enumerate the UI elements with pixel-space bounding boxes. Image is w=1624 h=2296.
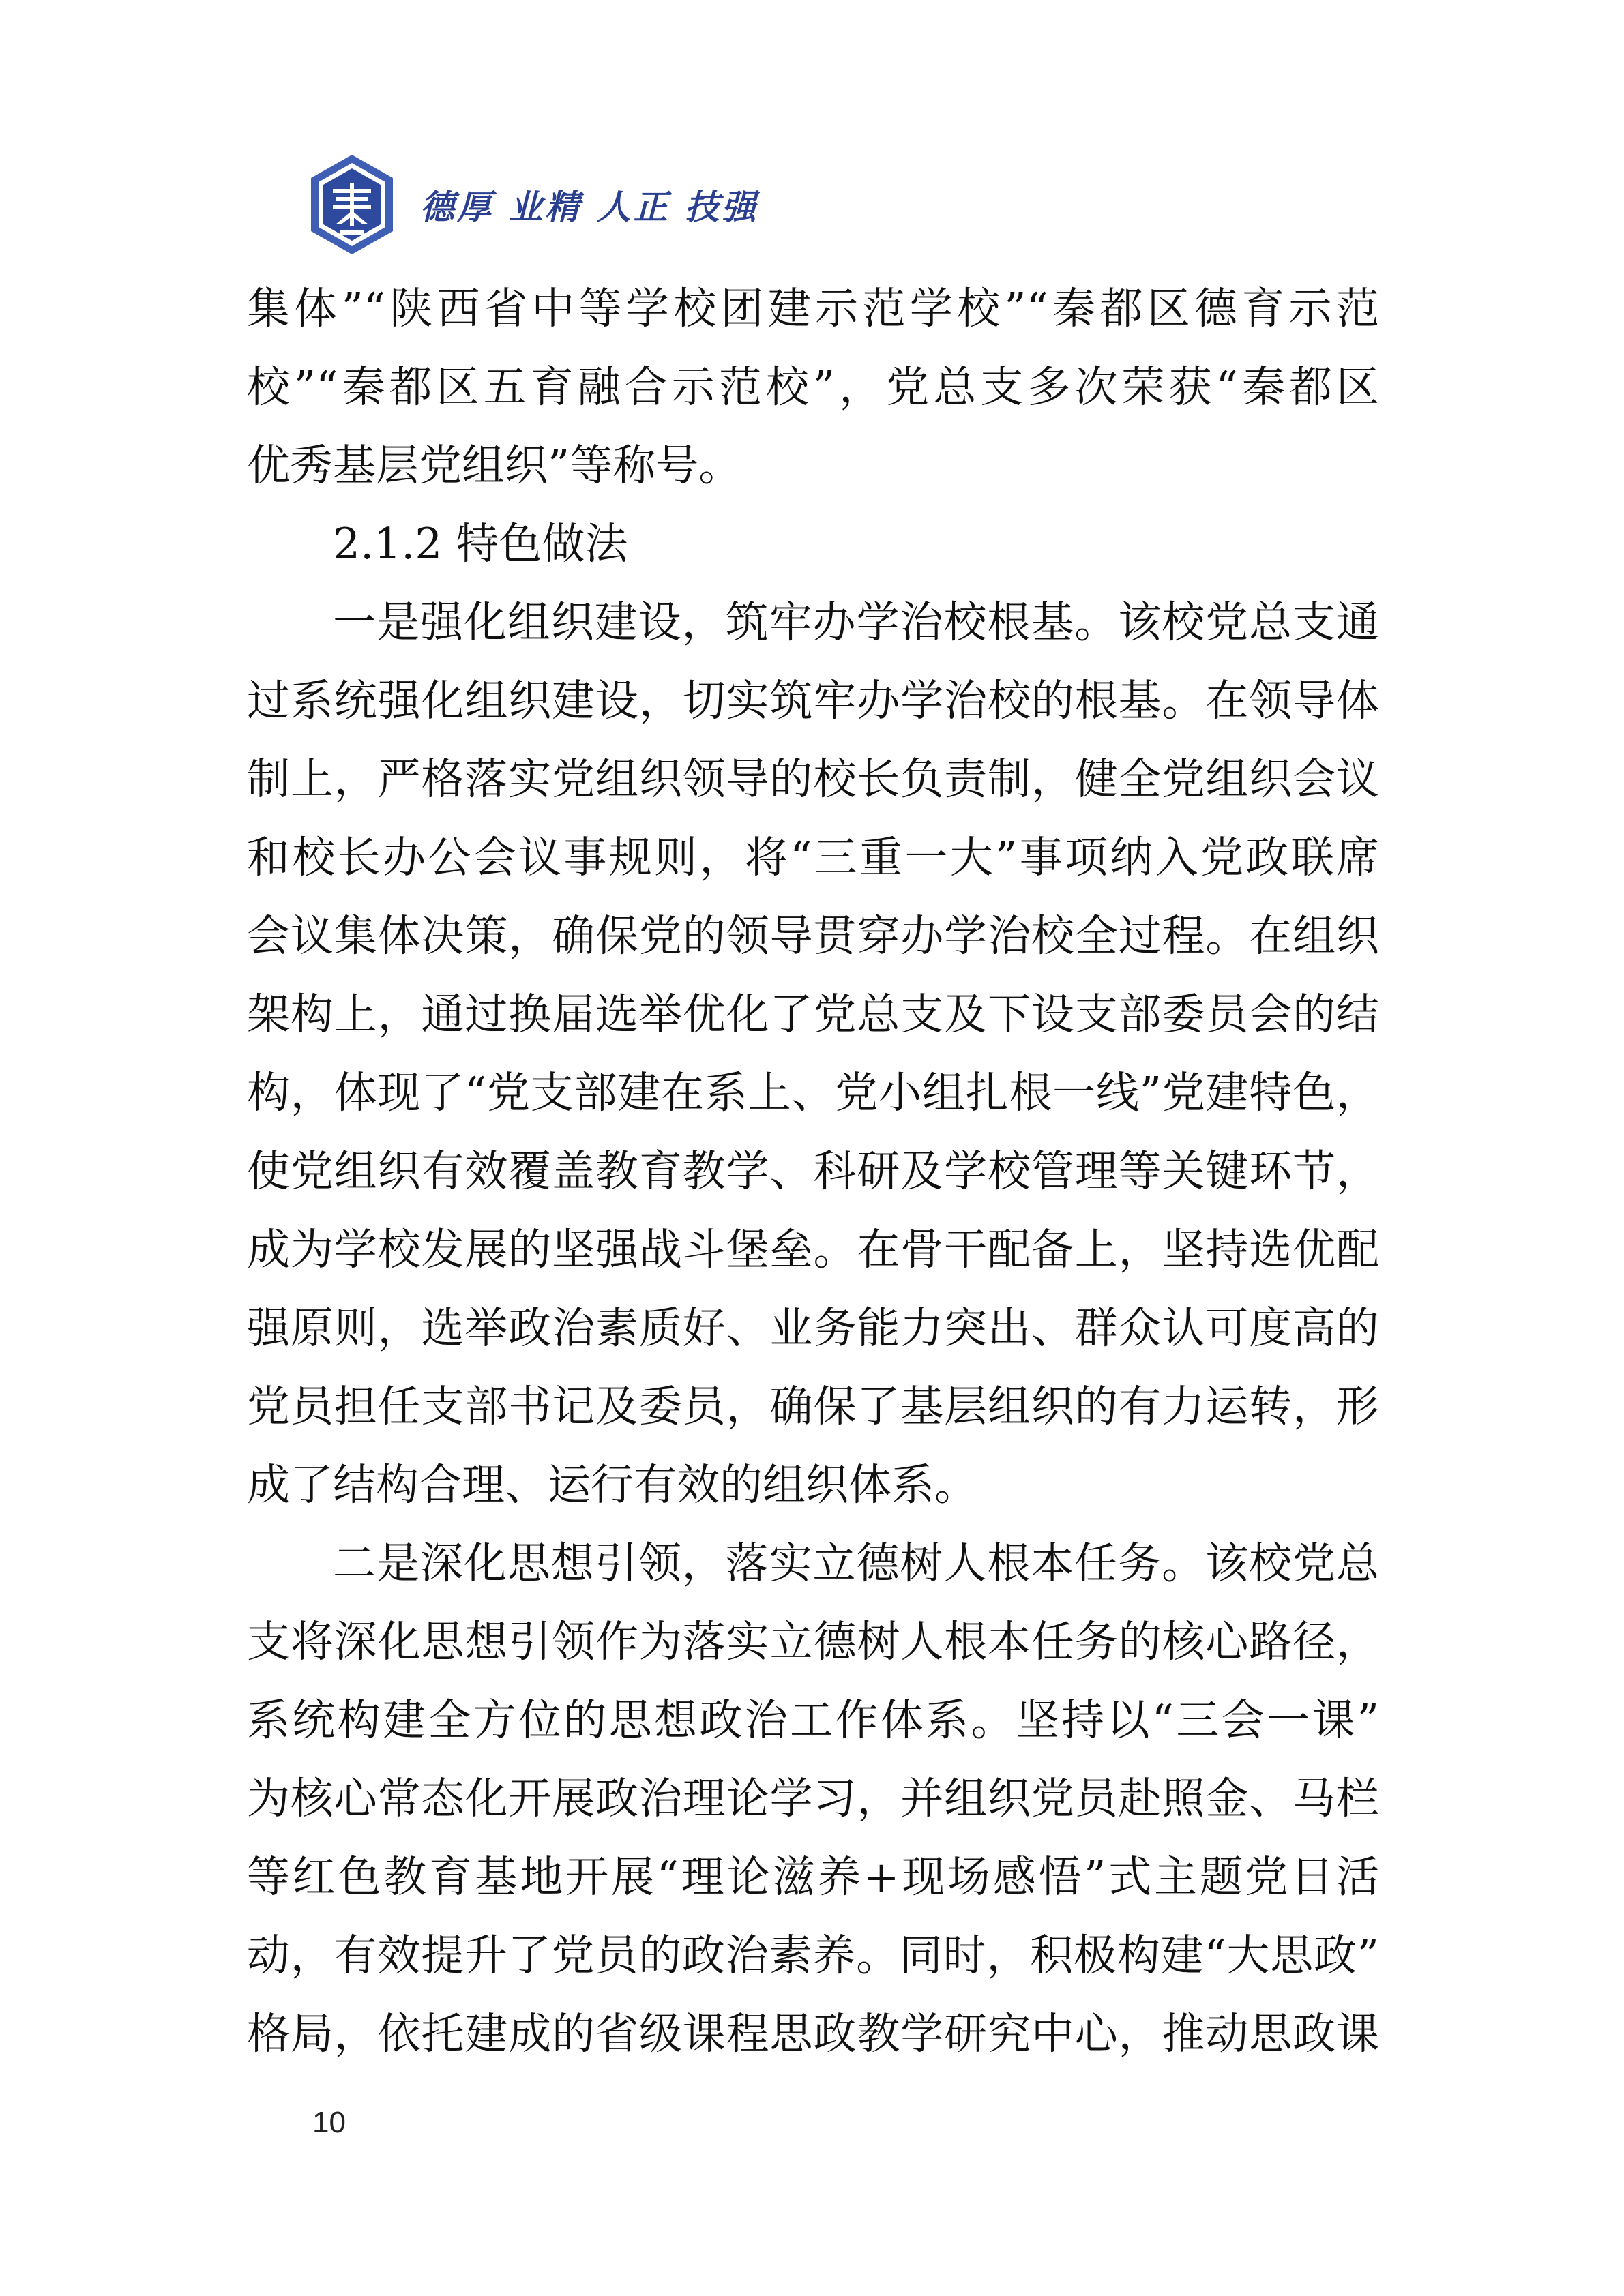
body-text [247,269,1379,2073]
text-line: 强原则，选举政治素质好、业务能力突出、群众认可度高的 [247,1303,1379,1353]
text-line: 架构上，通过换届选举优化了党总支及下设支部委员会的结 [247,989,1379,1039]
text-line: 校”“秦都区五育融合示范校”，党总支多次荣获“秦都区 [247,362,1379,412]
text-line: 和校长办公会议事规则，将“三重一大”事项纳入党政联席 [247,833,1379,882]
text-line: 使党组织有效覆盖教育教学、科研及学校管理等关键环节， [247,1146,1379,1196]
text-line: 党员担任支部书记及委员，确保了基层组织的有力运转，形 [247,1382,1379,1431]
text-line: 构，体现了“党支部建在系上、党小组扎根一线”党建特色， [247,1068,1379,1118]
section-heading: 2.1.2 特色做法 [333,519,628,569]
paragraph [247,1524,1379,2073]
page-header [308,151,758,257]
text-line: 成了结构合理、运行有效的组织体系。 [247,1460,977,1510]
text-line: 格局，依托建成的省级课程思政教学研究中心，推动思政课 [247,2009,1379,2059]
text-line: 等红色教育基地开展“理论滋养+现场感悟”式主题党日活 [247,1852,1379,1902]
school-motto: 德厚 业精 人正 技强 [420,186,759,227]
text-line: 过系统强化组织建设，切实筑牢办学治校的根基。在领导体 [247,676,1379,726]
text-line: 会议集体决策，确保党的领导贯穿办学治校全过程。在组织 [247,911,1379,961]
text-line: 动，有效提升了党员的政治素养。同时，积极构建“大思政” [247,1930,1379,1980]
paragraph [247,269,1379,505]
page-number: 10 [312,2106,346,2139]
text-line: 成为学校发展的坚强战斗堡垒。在骨干配备上，坚持选优配 [247,1225,1379,1274]
school-emblem-logo [308,153,396,256]
text-line: 一是强化组织建设，筑牢办学治校根基。该校党总支通 [333,597,1379,647]
text-line: 支将深化思想引领作为落实立德树人根本任务的核心路径， [247,1617,1379,1667]
text-line: 集体”“陕西省中等学校团建示范学校”“秦都区德育示范 [247,284,1379,333]
text-line: 系统构建全方位的思想政治工作体系。坚持以“三会一课” [247,1695,1379,1745]
text-line: 优秀基层党组织”等称号。 [247,441,742,490]
text-line: 制上，严格落实党组织领导的校长负责制，健全党组织会议 [247,754,1379,804]
text-line: 为核心常态化开展政治理论学习，并组织党员赴照金、马栏 [247,1774,1379,1823]
paragraph [247,583,1379,1524]
text-line: 二是深化思想引领，落实立德树人根本任务。该校党总 [333,1538,1379,1588]
